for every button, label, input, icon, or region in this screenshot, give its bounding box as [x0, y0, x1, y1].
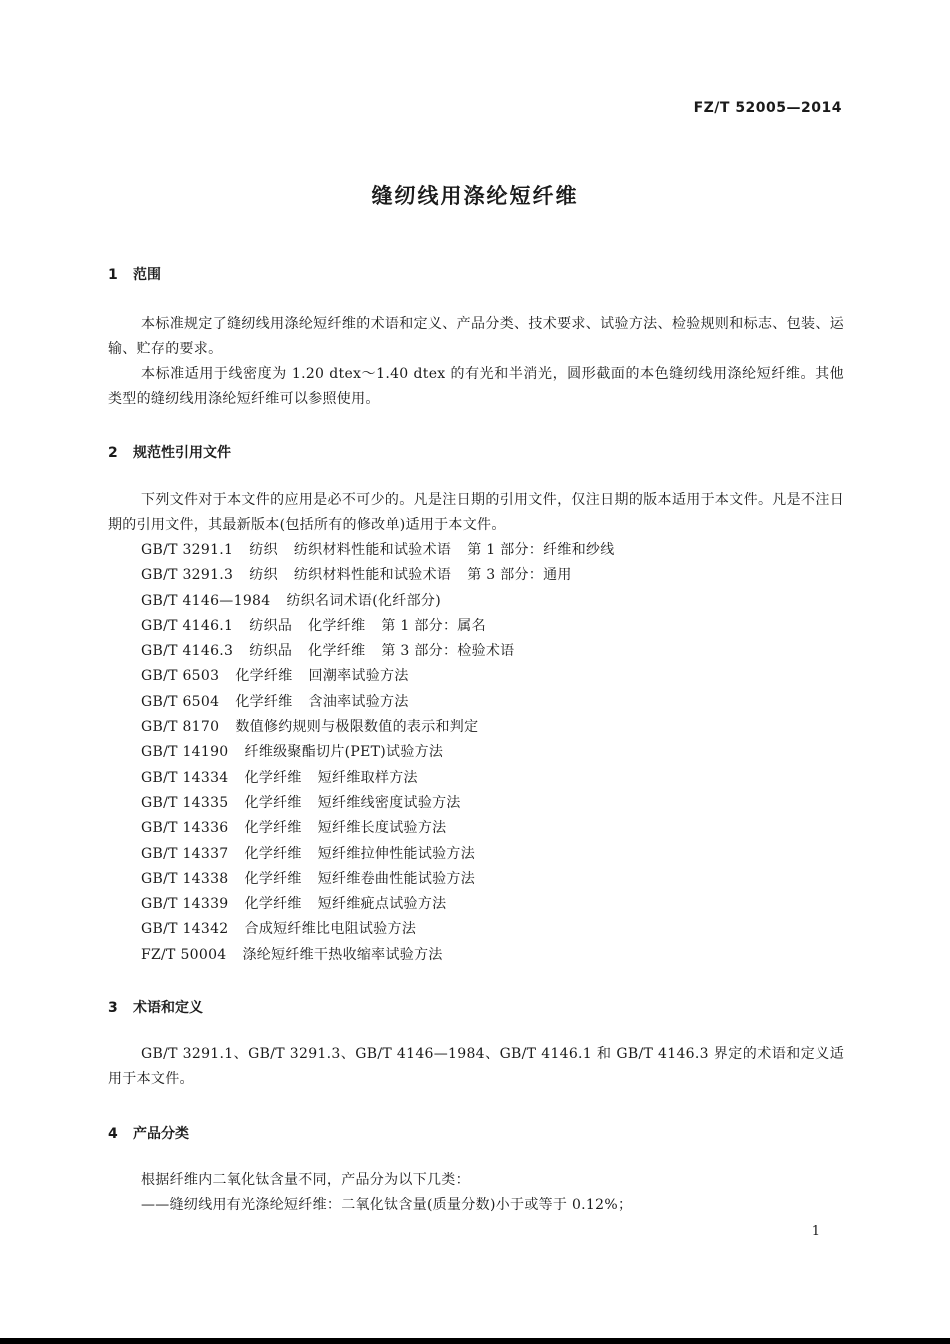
paragraph: GB/T 3291.1、GB/T 3291.3、GB/T 4146—1984、GB/T 4146.1 和 GB/T 4146.3 界定的术语和定义适用于本文件。 — [108, 1046, 844, 1087]
reference-code: GB/T 4146.3 — [141, 643, 234, 660]
bottom-border — [0, 1338, 950, 1344]
reference-code: GB/T 3291.3 — [141, 567, 234, 584]
document-title: 缝纫线用涤纶短纤维 — [371, 184, 579, 208]
reference-item — [141, 867, 615, 892]
section-1-heading — [108, 264, 161, 284]
reference-title-part: 化学纤维 — [235, 668, 293, 685]
reference-title-part: 短纤维取样方法 — [317, 769, 418, 786]
reference-title-part: 纺织品 — [249, 617, 293, 634]
reference-title-part: 纤维级聚酯切片(PET)试验方法 — [244, 744, 444, 761]
page-number: 1 — [811, 1224, 820, 1239]
section-number: 3 — [108, 1000, 118, 1016]
reference-item — [141, 563, 615, 588]
reference-title-part: 化学纤维 — [235, 693, 293, 710]
paragraph: 根据纤维内二氧化钛含量不同，产品分为以下几类： — [141, 1172, 470, 1188]
reference-code: GB/T 14336 — [141, 820, 229, 837]
reference-title-part: 化学纤维 — [308, 643, 366, 660]
reference-title-part: 第 3 部分：检验术语 — [381, 643, 515, 660]
reference-title-part: 第 1 部分：纤维和纱线 — [467, 542, 615, 558]
reference-item — [141, 690, 615, 715]
reference-item — [141, 917, 615, 942]
reference-code: GB/T 14337 — [141, 845, 229, 862]
reference-code: GB/T 14338 — [141, 870, 229, 887]
section-4-heading — [108, 1123, 189, 1143]
reference-title-part: 第 1 部分：属名 — [381, 617, 486, 634]
reference-code: GB/T 4146—1984 — [141, 592, 271, 609]
reference-title-part: 纺织品 — [249, 643, 293, 660]
reference-title-part: 短纤维拉伸性能试验方法 — [317, 845, 476, 862]
reference-item — [141, 614, 615, 639]
reference-title-part: 化学纤维 — [244, 870, 302, 887]
reference-item — [141, 766, 615, 791]
section-title: 产品分类 — [133, 1126, 189, 1142]
reference-title-part: 短纤维疵点试验方法 — [317, 896, 447, 913]
reference-title-part: 化学纤维 — [244, 769, 302, 786]
reference-item — [141, 538, 615, 563]
reference-item — [141, 791, 615, 816]
reference-item — [141, 816, 615, 841]
reference-title-part: 涤纶短纤维干热收缩率试验方法 — [242, 946, 443, 963]
reference-title-part: 纺织名词术语(化纤部分) — [286, 592, 441, 609]
reference-code: GB/T 14335 — [141, 794, 229, 811]
reference-title-part: 短纤维卷曲性能试验方法 — [317, 870, 476, 887]
standard-code: FZ/T 52005—2014 — [693, 100, 842, 116]
reference-title-part: 纺织材料性能和试验术语 — [293, 542, 452, 558]
reference-title-part: 化学纤维 — [244, 845, 302, 862]
section-number: 4 — [108, 1126, 118, 1142]
reference-title-part: 纺织 — [249, 542, 278, 558]
section-title: 规范性引用文件 — [133, 445, 231, 461]
reference-code: GB/T 14342 — [141, 921, 229, 938]
reference-code: GB/T 14190 — [141, 744, 229, 761]
reference-title-part: 含油率试验方法 — [308, 693, 409, 710]
section-title: 术语和定义 — [133, 1000, 203, 1016]
reference-code: GB/T 3291.1 — [141, 542, 234, 558]
section-2-heading — [108, 442, 231, 462]
paragraph: 本标准规定了缝纫线用涤纶短纤维的术语和定义、产品分类、技术要求、试验方法、检验规则和标志、包装、运输、贮存的要求。 — [108, 316, 844, 357]
reference-title-part: 第 3 部分：通用 — [467, 567, 572, 584]
reference-code: GB/T 6503 — [141, 668, 220, 685]
reference-item — [141, 740, 615, 765]
reference-title-part: 化学纤维 — [244, 820, 302, 837]
reference-code: GB/T 14339 — [141, 896, 229, 913]
reference-item — [141, 892, 615, 917]
section-number: 2 — [108, 445, 118, 461]
paragraph: 下列文件对于本文件的应用是必不可少的。凡是注日期的引用文件，仅注日期的版本适用于本文件。凡是不注日期的引用文件，其最新版本(包括所有的修改单)适用于本文件。 — [108, 492, 844, 533]
reference-item — [141, 664, 615, 689]
reference-title-part: 化学纤维 — [244, 794, 302, 811]
reference-title-part: 化学纤维 — [308, 617, 366, 634]
paragraph: 本标准适用于线密度为 1.20 dtex～1.40 dtex 的有光和半消光，圆形截面的本色缝纫线用涤纶短纤维。其他类型的缝纫线用涤纶短纤维可以参照使用。 — [108, 366, 844, 407]
reference-title-part: 数值修约规则与极限数值的表示和判定 — [235, 719, 479, 736]
reference-title-part: 回潮率试验方法 — [308, 668, 409, 685]
reference-item — [141, 589, 615, 614]
list-item: ——缝纫线用有光涤纶短纤维：二氧化钛含量(质量分数)小于或等于 0.12%； — [141, 1197, 633, 1213]
section-number: 1 — [108, 267, 118, 283]
reference-code: GB/T 14334 — [141, 769, 229, 786]
reference-title-part: 化学纤维 — [244, 896, 302, 913]
reference-code: FZ/T 50004 — [141, 946, 227, 963]
reference-title-part: 短纤维线密度试验方法 — [317, 794, 461, 811]
normative-references-list — [141, 538, 615, 968]
reference-item — [141, 639, 615, 664]
reference-item — [141, 943, 615, 968]
reference-code: GB/T 4146.1 — [141, 617, 234, 634]
reference-title-part: 短纤维长度试验方法 — [317, 820, 447, 837]
reference-code: GB/T 8170 — [141, 719, 220, 736]
section-title: 范围 — [133, 267, 161, 283]
reference-item — [141, 842, 615, 867]
reference-title-part: 合成短纤维比电阻试验方法 — [244, 921, 417, 938]
reference-item — [141, 715, 615, 740]
section-3-heading — [108, 997, 203, 1017]
reference-title-part: 纺织材料性能和试验术语 — [293, 567, 452, 584]
reference-title-part: 纺织 — [249, 567, 278, 584]
reference-code: GB/T 6504 — [141, 693, 220, 710]
